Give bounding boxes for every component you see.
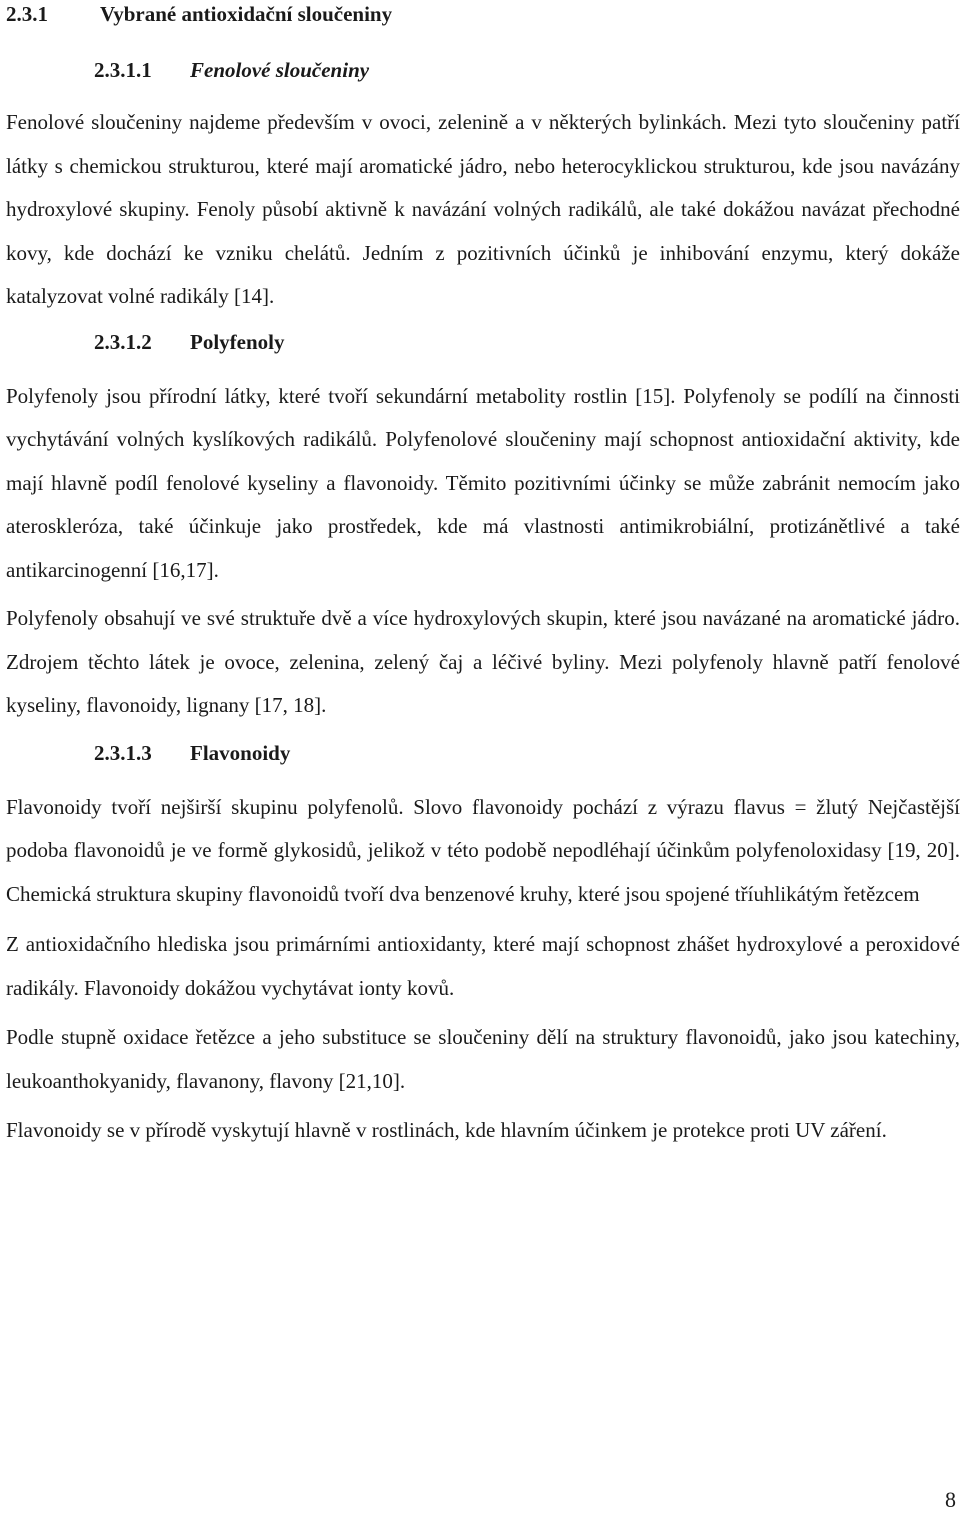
subsection-number: 2.3.1.3 (94, 740, 152, 765)
paragraph-fenolove-1: Fenolové sloučeniny najdeme především v ovoci, zelenině a v některých bylinkách. Mezi tyto sloučeniny patří látky s chemickou strukturou, které mají aromatické jádro, nebo heterocyklickou strukturou, kde jsou navázány hydroxylové skupiny. Fenoly působí aktivně k navázání volných radikálů, ale také dokážou navázat přechodné kovy, kde dochází ke vzniku chelátů. Jedním z pozitivních účinků je inhibování enzymu, který dokáže katalyzovat volné radikály [14]. (6, 110, 960, 308)
paragraph-flavonoidy-4: Flavonoidy se v přírodě vyskytují hlavně v rostlinách, kde hlavním účinkem je protekce proti UV záření. (6, 1118, 887, 1142)
subsection-title: Fenolové sloučeniny (190, 58, 370, 82)
document-page (6, 0, 960, 1153)
subsection-heading-polyfenoly (94, 330, 960, 354)
subsection-heading-fenolove (94, 58, 960, 82)
subsection-number: 2.3.1.1 (94, 58, 152, 82)
paragraph-polyfenoly-2: Polyfenoly obsahují ve své struktuře dvě a více hydroxylových skupin, které jsou navázané na aromatické jádro. Zdrojem těchto látek je ovoce, zelenina, zelený čaj a léčivé byliny. Mezi polyfenoly hlavně patří fenolové kyseliny, flavonoidy, lignany [17, 18]. (6, 606, 960, 717)
paragraph-flavonoidy-2: Z antioxidačního hlediska jsou primárními antioxidanty, které mají schopnost zhášet hydroxylové a peroxidové radikály. Flavonoidy dokážou vychytávat ionty kovů. (6, 932, 960, 1000)
section-title: Vybrané antioxidační sloučeniny (100, 2, 393, 26)
paragraph-polyfenoly-1: Polyfenoly jsou přírodní látky, které tvoří sekundární metabolity rostlin [15]. Polyfenoly se podílí na činnosti vychytávání volných kyslíkových radikálů. Polyfenolové sloučeniny mají schopnost antioxidační aktivity, kde mají hlavně podíl fenolové kyseliny a flavonoidy. Těmito pozitivními účinky se může zabránit nemocím jako ateroskleróza, také účinkuje jako prostředek, kde má vlastnosti antimikrobiální, protizánětlivé a také antikarcinogenní [16,17]. (6, 383, 960, 582)
subsection-title: Flavonoidy (190, 740, 291, 765)
subsection-number: 2.3.1.2 (94, 329, 152, 354)
subsection-heading-flavonoidy (94, 741, 960, 765)
page-number: 8 (945, 1487, 956, 1512)
subsection-title: Polyfenoly (190, 329, 285, 354)
section-heading (6, 0, 960, 38)
paragraph-flavonoidy-3: Podle stupně oxidace řetězce a jeho substituce se sloučeniny dělí na struktury flavonoidů, jako jsou katechiny, leukoanthokyanidy, flavanony, flavony [21,10]. (6, 1025, 960, 1093)
paragraph-flavonoidy-1: Flavonoidy tvoří nejširší skupinu polyfenolů. Slovo flavonoidy pochází z výrazu flavus = žlutý Nejčastější podoba flavonoidů je ve formě glykosidů, jelikož v této podobě nepodléhají účinkům polyfenoloxidasy [19, 20]. Chemická struktura skupiny flavonoidů tvoří dva benzenové kruhy, které jsou spojené tříuhlikátým řetězcem (6, 794, 960, 906)
section-number: 2.3.1 (6, 2, 48, 26)
